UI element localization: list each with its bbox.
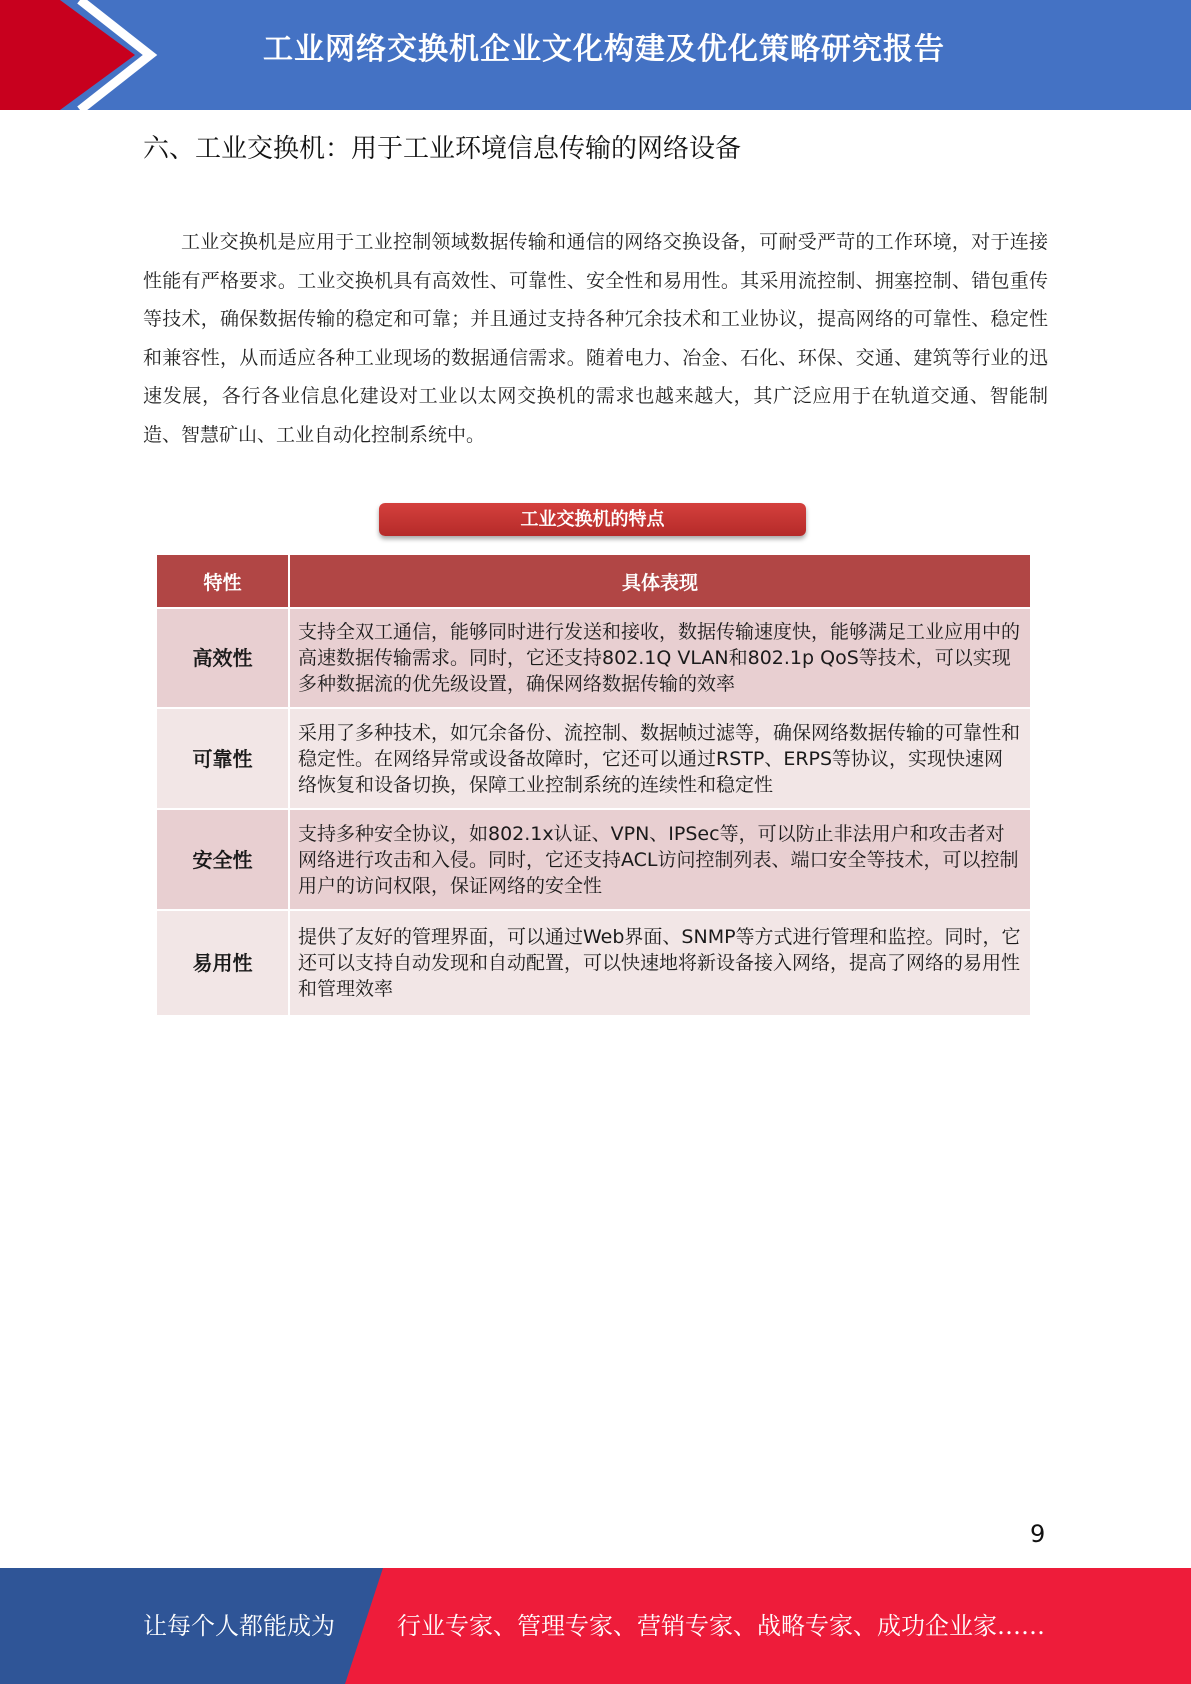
figure-title-banner: 工业交换机的特点 [379,503,806,536]
page-header [0,0,1191,110]
features-table [155,553,1032,1017]
header-description: 具体表现 [289,554,1031,608]
table-row [156,910,1031,1016]
description-cell: 提供了友好的管理界面，可以通过Web界面、SNMP等方式进行管理和监控。同时，它还可以支持自动发现和自动配置，可以快速地将新设备接入网络，提高了网络的易用性和管理效率 [289,910,1031,1016]
footer-slogan-roles: 行业专家、管理专家、营销专家、战略专家、成功企业家…… [397,1612,1045,1640]
description-cell: 采用了多种技术，如冗余备份、流控制、数据帧过滤等，确保网络数据传输的可靠性和稳定性。在网络异常或设备故障时，它还可以通过RSTP、ERPS等协议，实现快速网络恢复和设备切换，保障工业控制系统的连续性和稳定性 [289,708,1031,809]
document-title: 工业网络交换机企业文化构建及优化策略研究报告 [263,32,945,67]
body-paragraph: 工业交换机是应用于工业控制领域数据传输和通信的网络交换设备，可耐受严苛的工作环境，对于连接性能有严格要求。工业交换机具有高效性、可靠性、安全性和易用性。其采用流控制、拥塞控制、错包重传等技术，确保数据传输的稳定和可靠；并且通过支持各种冗余技术和工业协议，提高网络的可靠性、稳定性和兼容性，从而适应各种工业现场的数据通信需求。随着电力、冶金、石化、环保、交通、建筑等行业的迅速发展，各行各业信息化建设对工业以太网交换机的需求也越来越大，其广泛应用于在轨道交通、智能制造、智慧矿山、工业自动化控制系统中。 [143,231,1048,446]
feature-cell: 可靠性 [156,708,289,809]
page-footer [0,1568,1191,1684]
section-heading: 六、工业交换机：用于工业环境信息传输的网络设备 [143,134,742,164]
feature-cell: 高效性 [156,608,289,708]
header-feature: 特性 [156,554,289,608]
footer-slogan-lead: 让每个人都能成为 [143,1612,335,1640]
feature-cell: 易用性 [156,910,289,1016]
page-number: 9 [1030,1520,1046,1548]
feature-cell: 安全性 [156,809,289,910]
table-header-row [156,554,1031,608]
description-cell: 支持多种安全协议，如802.1x认证、VPN、IPSec等，可以防止非法用户和攻击者对网络进行攻击和入侵。同时，它还支持ACL访问控制列表、端口安全等技术，可以控制用户的访问权限，保证网络的安全性 [289,809,1031,910]
table-row [156,809,1031,910]
table-row [156,608,1031,708]
table-row [156,708,1031,809]
description-cell: 支持全双工通信，能够同时进行发送和接收，数据传输速度快，能够满足工业应用中的高速数据传输需求。同时，它还支持802.1Q VLAN和802.1p QoS等技术，可以实现多种数据流的优先级设置，确保网络数据传输的效率 [289,608,1031,708]
